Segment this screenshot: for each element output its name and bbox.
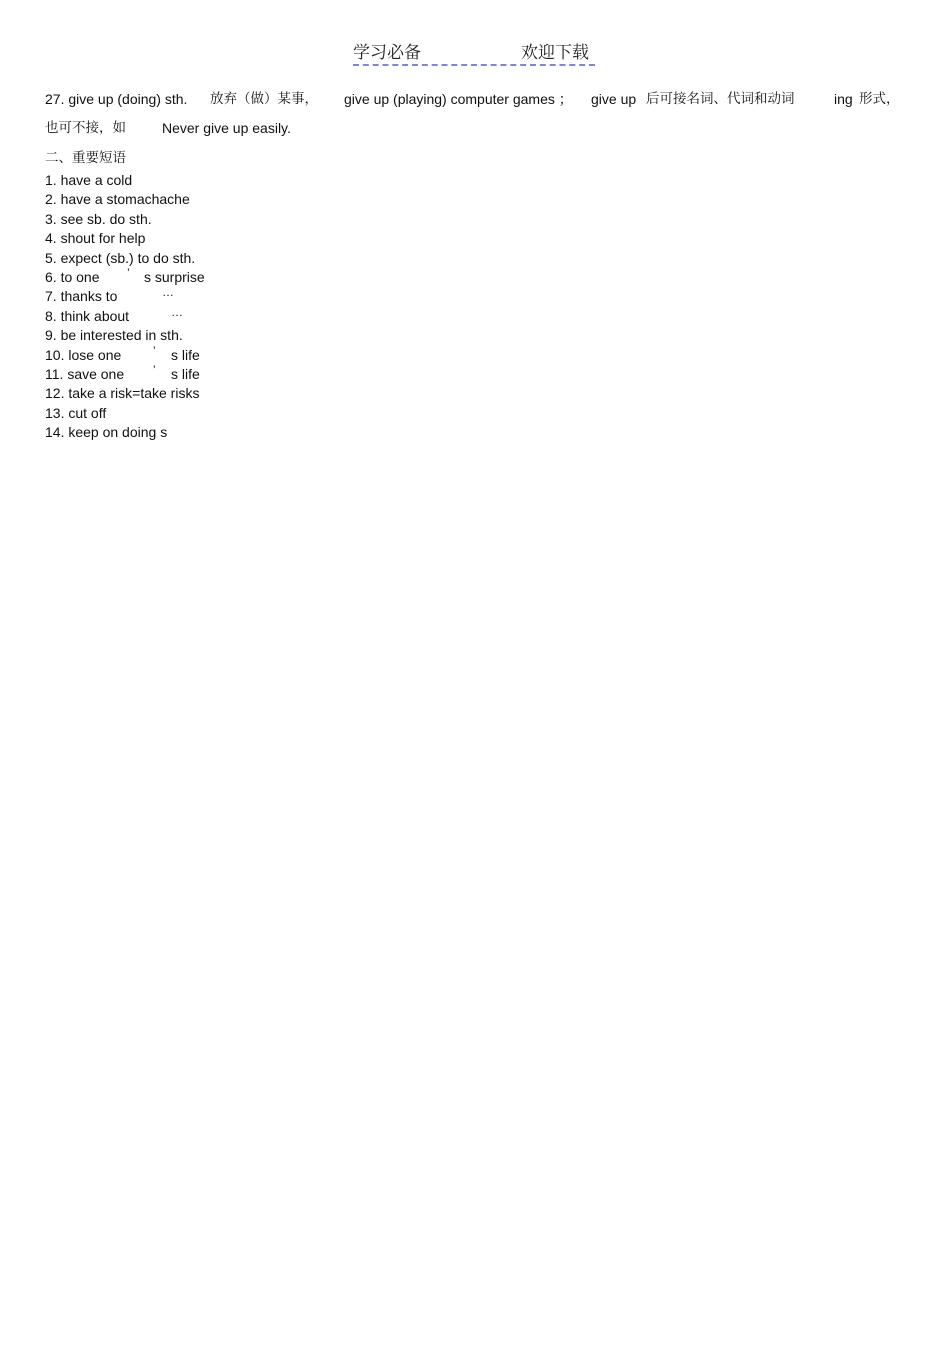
item-27-form: 形式， (859, 91, 900, 107)
ellipsis-mark: … (162, 285, 174, 300)
item-27-phrase: 27. give up (doing) sth. (45, 91, 188, 107)
phrase-text: 1. have a cold (45, 172, 133, 188)
apostrophe-mark: ’ (153, 343, 156, 358)
apostrophe-mark: ’ (153, 362, 156, 377)
item-27-meaning: 放弃（做）某事， (210, 91, 318, 107)
header-right-text: 欢迎下载 (521, 43, 589, 63)
apostrophe-mark: ’ (127, 265, 130, 280)
phrase-text: 7. thanks to (45, 288, 118, 305)
phrase-text: 2. have a stomachache (45, 191, 190, 208)
phrase-text: 11. save one (45, 365, 125, 382)
phrase-tail: s life (171, 346, 200, 363)
item-27-line-2 (45, 119, 445, 137)
item-27-ing: ing (834, 91, 853, 107)
phrase-text: 13. cut off (45, 404, 107, 421)
phrase-text: 8. think about (45, 307, 130, 324)
phrase-text: 14. keep on doing s (45, 424, 168, 441)
section-title: 二、重要短语 (45, 150, 126, 166)
phrase-text: 10. lose one (45, 346, 122, 363)
item-27-line-1 (45, 90, 905, 108)
page-header (353, 42, 595, 66)
item-27-line-2-prefix: 也可不接，如 (45, 120, 126, 136)
phrase-tail: s surprise (144, 268, 205, 285)
item-27-note: 后可接名词、代词和动词 (646, 91, 795, 107)
phrase-text: 4. shout for help (45, 230, 146, 247)
item-27-line-2-example: Never give up easily. (162, 120, 291, 136)
phrase-text: 6. to one (45, 268, 100, 285)
phrase-text: 5. expect (sb.) to do sth. (45, 249, 196, 266)
item-27-example: give up (playing) computer games ； (344, 91, 573, 107)
phrase-text: 9. be interested in sth. (45, 327, 183, 344)
item-27-give-up: give up (591, 91, 637, 107)
header-left-text: 学习必备 (353, 43, 421, 63)
phrase-text: 3. see sb. do sth. (45, 210, 152, 227)
ellipsis-mark: … (171, 304, 183, 319)
phrase-text: 12. take a risk=take risks (45, 385, 200, 402)
phrase-tail: s life (171, 365, 200, 382)
